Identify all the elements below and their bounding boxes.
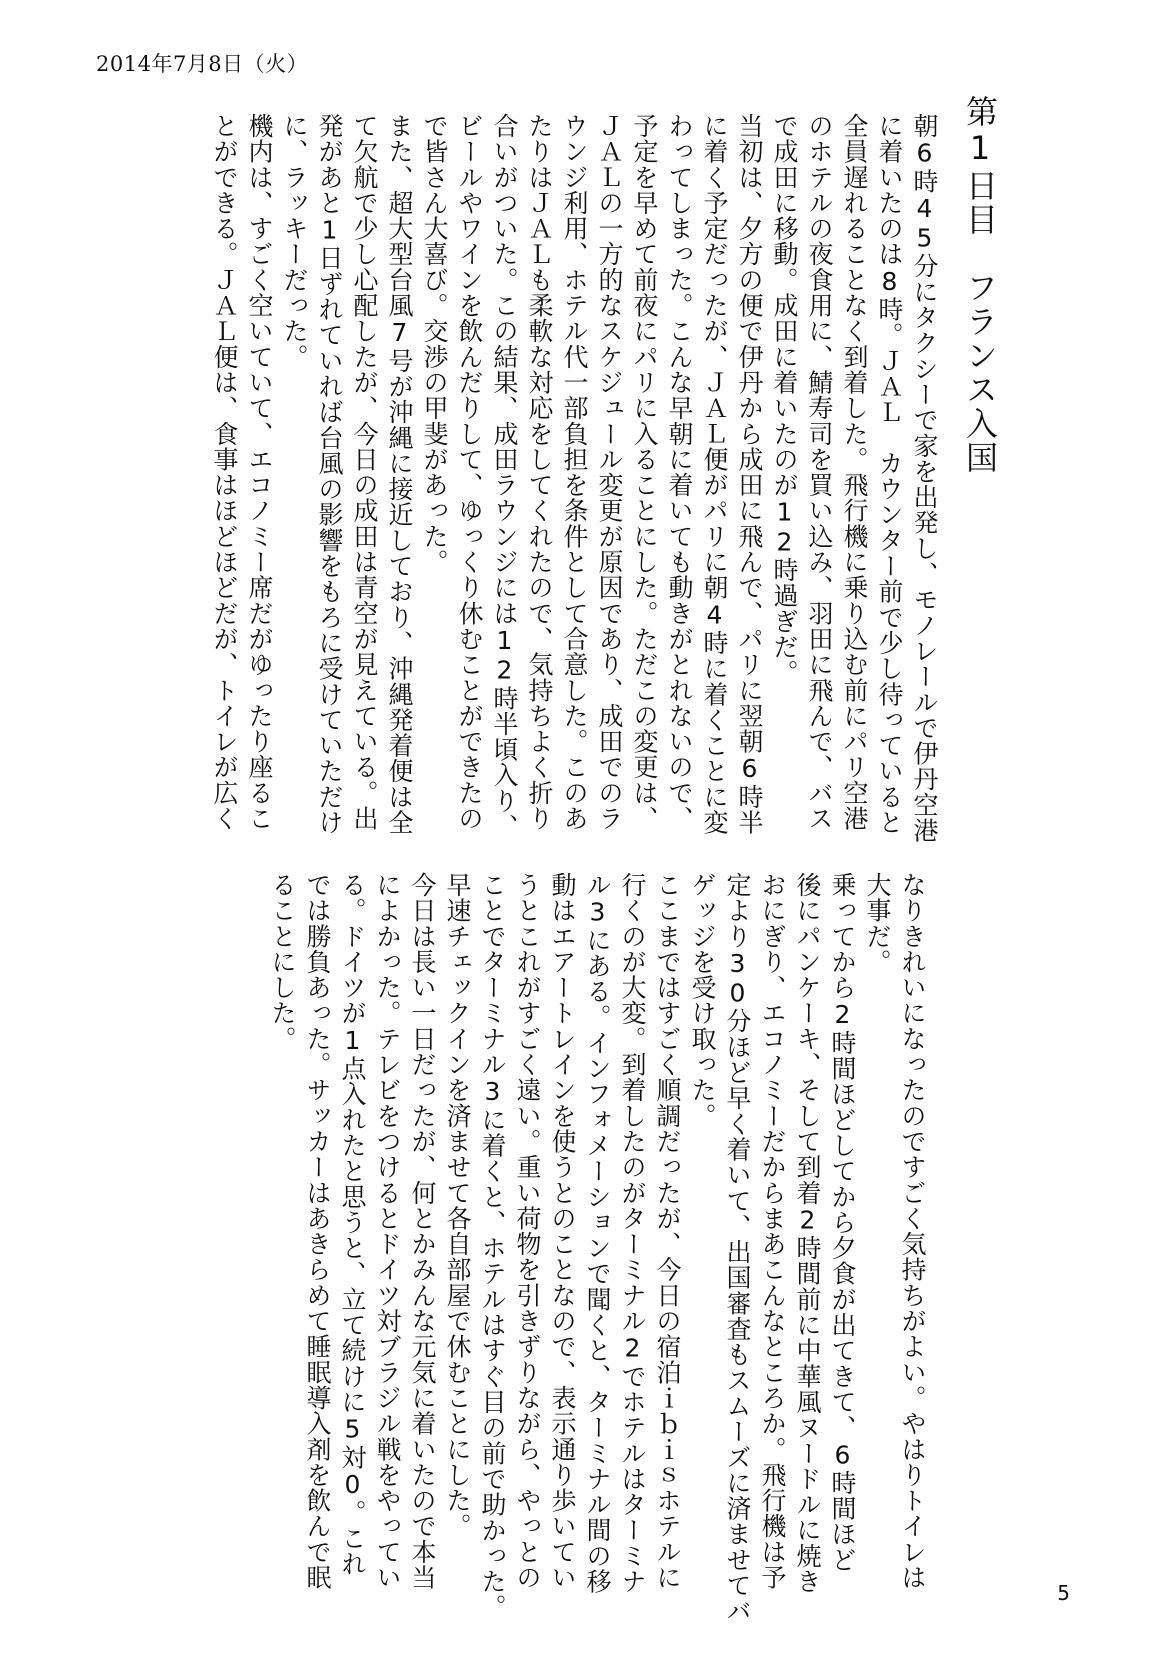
text-column: 定より30分ほど早く着いて、出国審査もスムーズに済ませてバ	[723, 872, 752, 1624]
text-column: て欠航で少し心配したが、今日の成田は青空が見えている。出	[350, 113, 379, 832]
text-column: ル3にある。インフォメーションで聞くと、ターミナル間の移	[583, 872, 612, 1595]
text-column: また、超大型台風7号が沖縄に接近しており、沖縄発着便は全	[385, 113, 414, 836]
text-column: に着く予定だったが、ＪＡＬ便がパリに朝4時に着くことに変	[700, 113, 729, 836]
text-column: に、ラッキーだった。	[280, 113, 309, 370]
text-column: ビールやワインを飲んだりして、ゆっくり休むことができたの	[455, 113, 484, 832]
text-column: うとこれがすごく遠い。重い荷物を引きずりながら、やっとの	[513, 872, 542, 1591]
text-column: わってしまった。こんな早朝に着いても動きがとれないので、	[665, 113, 694, 832]
diary-date: 2014年7月8日（火）	[96, 52, 309, 76]
text-column: 今日は長い一日だったが、何とかみんな元気に着いたので本当	[408, 872, 437, 1591]
lower-text-block	[265, 872, 930, 1624]
text-column: 行くのが大変。到着したのがターミナル2でホテルはターミナ	[618, 872, 647, 1595]
text-column: ゲッジを受け取った。	[688, 872, 717, 1129]
page-number: 5	[1057, 1581, 1070, 1605]
text-column: おにぎり、エコノミーだからまあこんなところか。飛行機は予	[758, 872, 787, 1591]
text-column: 全員遅れることなく到着した。飛行機に乗り込む前にパリ空港	[840, 113, 869, 832]
text-column: 朝6時45分にタクシーで家を出発し、モノレールで伊丹空港	[910, 113, 939, 844]
text-column: ことでターミナル3に着くと、ホテルはすぐ目の前で助かった。	[478, 872, 507, 1620]
text-column: とができる。ＪＡＬ便は、食事はほどほどだが、トイレが広く	[210, 113, 239, 832]
text-column: なりきれいになったのですごく気持ちがよい。やはりトイレは	[898, 872, 927, 1591]
text-column: 乗ってから2時間ほどしてから夕食が出てきて、6時間ほど	[828, 872, 857, 1573]
text-column: 予定を早めて前夜にパリに入ることにした。ただこの変更は、	[630, 113, 659, 832]
text-column: に着いたのは8時。ＪＡＬ カウンター前で少し待っていると	[875, 113, 904, 836]
text-column: 合いがついた。この結果、成田ラウンジには12時半頃入り、	[490, 113, 519, 840]
text-column: ることにした。	[268, 872, 297, 1052]
text-column: 後にパンケーキ、そして到着2時間前に中華風ヌードルに焼き	[793, 872, 822, 1595]
text-column: 動はエアートレインを使うとのことなので、表示通り歩いてい	[548, 872, 577, 1591]
text-column: 機内は、すごく空いていて、エコノミー席だがゆったり座るこ	[245, 113, 274, 832]
text-column: る。ドイツが1点入れたと思うと、立て続けに5対0。これ	[338, 872, 367, 1577]
text-column: 当初は、夕方の便で伊丹から成田に飛んで、パリに翌朝6時半	[735, 113, 764, 836]
text-column: では勝負あった。サッカーはあきらめて睡眠導入剤を飲んで眠	[303, 872, 332, 1591]
text-column: ウンジ利用、ホテル代一部負担を条件として合意した。このあ	[560, 113, 589, 832]
text-column: によかった。テレビをつけるとドイツ対ブラジル戦をやってい	[373, 872, 402, 1591]
text-column: ＪＡＬの一方的なスケジュール変更が原因であり、成田でのラ	[595, 113, 624, 832]
text-column: たりはＪＡＬも柔軟な対応をしてくれたので、気持ちよく折り	[525, 113, 554, 832]
text-column: で皆さん大喜び。交渉の甲斐があった。	[420, 113, 449, 575]
text-column: 早速チェックインを済ませて各自部屋で休むことにした。	[443, 872, 472, 1539]
text-column: ここまではすごく順調だったが、今日の宿泊ｉｂｉｓホテルに	[653, 872, 682, 1591]
text-column: 発があと1日ずれていれば台風の影響をもろに受けていただけ	[315, 113, 344, 836]
chapter-title: 第1日目 フランス入国	[961, 95, 999, 475]
upper-text-block	[207, 113, 942, 853]
text-column: のホテルの夜食用に、鯖寿司を買い込み、羽田に飛んで、バス	[805, 113, 834, 832]
text-column: で成田に移動。成田に着いたのが12時過ぎだ。	[770, 113, 799, 686]
text-column: 大事だ。	[863, 872, 892, 975]
